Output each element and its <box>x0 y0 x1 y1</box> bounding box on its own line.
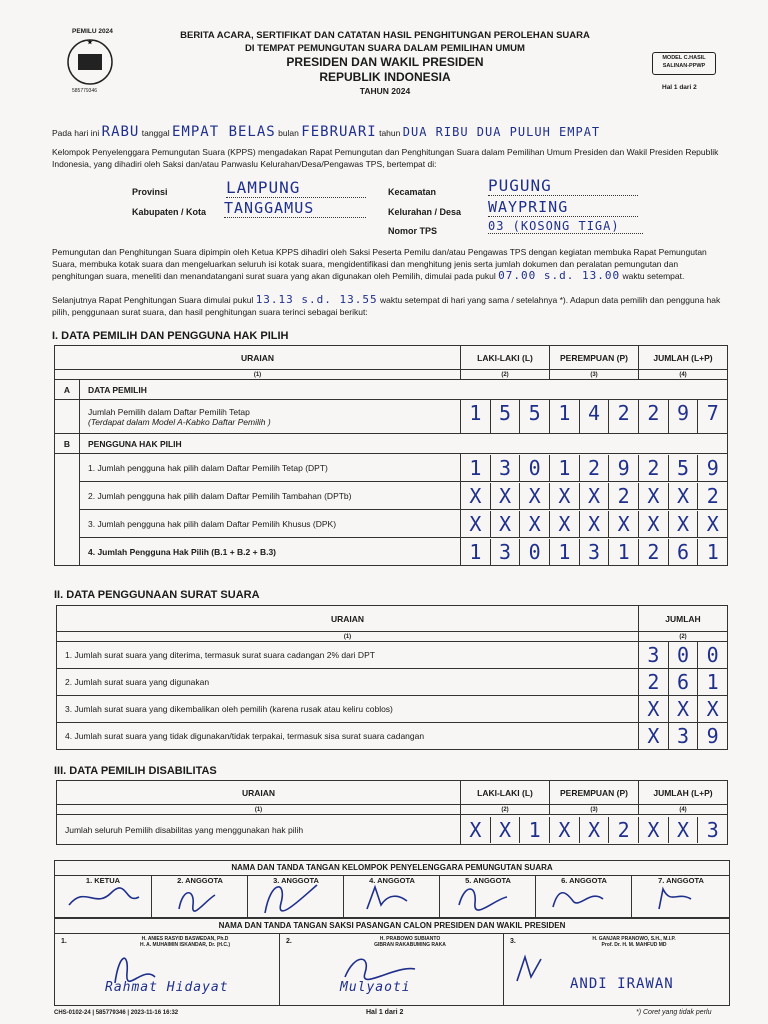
section2-table <box>56 605 728 750</box>
s1-b1-label: 1. Jumlah pengguna hak pilih dalam Daftar Pemilih Tetap (DPT) <box>80 454 461 482</box>
digit-box: X <box>668 483 698 509</box>
kelurahan-value: WAYPRING <box>488 198 638 217</box>
saksi-3-witness: ANDI IRAWAN <box>570 976 674 992</box>
intro-paragraph: Kelompok Penyelenggara Pemungutan Suara (KPPS) mengadakan Rapat Pemungutan dan Penghitungan Suara dalam Pemilihan Umum Presiden dan Wakil Presiden Republik Indonesia, yang dihadiri oleh Saksi dan/atau Panwaslu Kelurahan/Desa/Pengawas TPS, bertempat di: <box>52 147 719 169</box>
digit-box: X <box>579 817 609 843</box>
s1-a1-digits <box>461 400 727 433</box>
digit-box: 9 <box>608 455 638 481</box>
tps-label: Nomor TPS <box>388 226 438 236</box>
kpps-role-5-label: 5. ANGGOTA <box>465 876 511 885</box>
section3-table <box>56 780 728 845</box>
digit-box: 6 <box>668 669 698 695</box>
svg-text:★: ★ <box>87 40 93 46</box>
s2-r4-digits <box>639 723 727 749</box>
s1-col-j: JUMLAH (L+P) <box>639 346 728 370</box>
logo-code: 585779346 <box>72 88 98 94</box>
section1-title: I. DATA PEMILIH DAN PENGGUNA HAK PILIH <box>52 330 289 342</box>
header-line3: PRESIDEN DAN WAKIL PRESIDEN <box>286 55 484 69</box>
saksi-1-witness: Rahmat Hidayat <box>105 980 229 995</box>
digit-box: X <box>469 817 482 842</box>
s1-n3: (3) <box>550 370 639 380</box>
s1-b2-digits <box>461 483 727 509</box>
time1-value: 07.00 s.d. 13.00 <box>498 269 621 282</box>
logo-text: PEMILU 2024 <box>72 28 113 35</box>
bulan-value: FEBRUARI <box>301 124 377 140</box>
digit-box: 9 <box>697 455 727 481</box>
digit-box: 2 <box>608 483 638 509</box>
digit-box: X <box>579 511 609 537</box>
kelurahan-label: Kelurahan / Desa <box>388 207 462 217</box>
s1-col-uraian: URAIAN <box>55 346 461 370</box>
digit-box: X <box>697 511 727 537</box>
tanggal-value: EMPAT BELAS <box>172 124 276 140</box>
s3-col-p: PEREMPUAN (P) <box>550 781 639 805</box>
digit-box: 0 <box>519 539 549 565</box>
header-line4: REPUBLIK INDONESIA <box>319 70 451 84</box>
digit-box: X <box>647 724 660 748</box>
digit-box: 2 <box>579 455 609 481</box>
saksi-1-no: 1. <box>61 938 67 945</box>
model-box <box>652 52 716 75</box>
digit-box: 2 <box>697 483 727 509</box>
body-paragraph <box>52 246 724 282</box>
body-para2: Pemungutan dan Penghitungan Suara dipimpin oleh Ketua KPPS dihadiri oleh Saksi Peserta Pemilu dan/atau Pengawas TPS dengan kegiatan membuka Rapat Pemungutan Suara, membuka kotak suara dan mengeluarkan seluruh isi kotak suara, mengidentifikasi dan menghitung jenis serta jumlah dokumen dan peralatan pemungutan dan penghitungan suara, meneliti dan menandatangani surat suara yang akan digunakan oleh Pemilih, dimulai pada pukul <box>52 247 707 281</box>
s1-b4-digits <box>461 539 727 565</box>
section2-title: II. DATA PENGGUNAAN SURAT SUARA <box>54 589 260 601</box>
kpps-role-4-label: 4. ANGGOTA <box>369 876 415 885</box>
digit-box: 1 <box>469 539 482 564</box>
digit-box: X <box>519 511 549 537</box>
digit-box: X <box>638 511 668 537</box>
s2-r3-digits <box>639 696 727 722</box>
digit-box: 0 <box>668 642 698 668</box>
s1-b3-digits <box>461 511 727 537</box>
header-line1: BERITA ACARA, SERTIFIKAT DAN CATATAN HASIL PENGHITUNGAN PEROLEHAN SUARA <box>180 30 590 41</box>
digit-box: 1 <box>519 817 549 843</box>
digit-box: X <box>638 817 668 843</box>
s2-r2-label: 2. Jumlah surat suara yang digunakan <box>57 669 639 696</box>
body-paragraph-2 <box>52 294 724 318</box>
digit-box: 7 <box>697 400 727 433</box>
kpps-role-1-label: 1. KETUA <box>85 876 121 885</box>
time1-suffix: waktu setempat. <box>622 271 685 281</box>
digit-box: 2 <box>638 539 668 565</box>
digit-box: 2 <box>647 670 660 694</box>
body-para3b: waktu setempat di hari yang sama / setelahnya *). Adapun data pemilih dan pengguna hak pilih, penggunaan surat suara, dan hasil penghitungan suara terinci sebagai berikut: <box>52 295 721 317</box>
digit-box: X <box>490 511 520 537</box>
digit-box: 5 <box>668 455 698 481</box>
s1-a1-row <box>55 400 728 434</box>
digit-box: 3 <box>490 539 520 565</box>
s1-b2-label: 2. Jumlah pengguna hak pilih dalam Daftar Pemilih Tambahan (DPTb) <box>80 482 461 510</box>
s1-a1-label: Jumlah Pemilih dalam Daftar Pemilih Tetap <box>88 406 250 417</box>
s2-r1-label: 1. Jumlah surat suara yang diterima, termasuk surat suara cadangan 2% dari DPT <box>57 642 639 669</box>
s3-n2: (2) <box>461 805 550 815</box>
digit-box: 9 <box>668 400 698 433</box>
s2-r1-digits <box>639 642 727 668</box>
digit-box: X <box>469 483 482 508</box>
tanggal-label: tanggal <box>141 128 170 138</box>
header-line5: TAHUN 2024 <box>359 86 411 96</box>
saksi-2-no: 2. <box>286 938 292 945</box>
section3-title: III. DATA PEMILIH DISABILITAS <box>54 765 217 777</box>
saksi-3-no: 3. <box>510 938 516 945</box>
s3-n4: (4) <box>639 805 728 815</box>
s3-r1-digits <box>461 817 727 843</box>
s1-n4: (4) <box>639 370 728 380</box>
digit-box: 1 <box>608 539 638 565</box>
s3-r1-label: Jumlah seluruh Pemilih disabilitas yang menggunakan hak pilih <box>57 815 461 845</box>
saksi-title: NAMA DAN TANDA TANGAN SAKSI PASANGAN CALON PRESIDEN DAN WAKIL PRESIDEN <box>55 919 729 934</box>
s1-a-letter: A <box>55 380 80 400</box>
footer-note: *) Coret yang tidak perlu <box>636 1009 712 1016</box>
digit-box: X <box>469 511 482 536</box>
digit-box: 3 <box>490 455 520 481</box>
digit-box: 2 <box>608 400 638 433</box>
digit-box: 0 <box>519 455 549 481</box>
digit-box: X <box>638 483 668 509</box>
s2-r4-label: 4. Jumlah surat suara yang tidak digunakan/tidak terpakai, termasuk sisa surat suara cadangan <box>57 723 639 750</box>
digit-box: 1 <box>549 400 579 433</box>
kpu-logo <box>52 28 132 98</box>
saksi-2-witness: Mulyaoti <box>340 980 411 995</box>
digit-box: X <box>519 483 549 509</box>
hari-label: Pada hari ini <box>52 128 100 138</box>
digit-box: X <box>668 511 698 537</box>
kecamatan-label: Kecamatan <box>388 187 437 197</box>
digit-box: 5 <box>519 400 549 433</box>
s3-n3: (3) <box>550 805 639 815</box>
kpps-role-3-label: 3. ANGGOTA <box>273 876 319 885</box>
s1-b1-digits <box>461 455 727 481</box>
s3-n1: (1) <box>57 805 461 815</box>
digit-box: 1 <box>697 539 727 565</box>
digit-box: 1 <box>697 669 727 695</box>
bulan-label: bulan <box>278 128 299 138</box>
kpps-role-2-label: 2. ANGGOTA <box>177 876 223 885</box>
digit-box: 1 <box>469 455 482 480</box>
digit-box: 3 <box>697 817 727 843</box>
s2-n1: (1) <box>57 632 639 642</box>
s2-col-uraian: URAIAN <box>57 606 639 632</box>
time2-value: 13.13 s.d. 13.55 <box>255 293 378 306</box>
digit-box: 3 <box>579 539 609 565</box>
digit-box: X <box>549 511 579 537</box>
saksi-3-name: H. GANJAR PRANOWO, S.H., M.I.P. Prof. Dr. H. M. MAHFUD MD <box>592 936 676 948</box>
digit-box: X <box>490 483 520 509</box>
s3-col-j: JUMLAH (L+P) <box>639 781 728 805</box>
saksi-signature-box <box>54 918 730 1006</box>
saksi-1-name: H. ANIES RASYID BASWEDAN, Ph.D H. A. MUHAIMIN ISKANDAR, Dr. (H.C.) <box>139 936 231 948</box>
kpps-signatures-icon <box>55 875 729 917</box>
digit-box: 1 <box>469 401 482 425</box>
kpps-role-7-label: 7. ANGGOTA <box>658 876 704 885</box>
intro-line <box>52 124 732 140</box>
body-para3a: Selanjutnya Rapat Penghitungan Suara dimulai pukul <box>52 295 254 305</box>
footer-code: CHS-0102-24 | 585779346 | 2023-11-16 16:32 <box>54 1010 179 1016</box>
s1-n1: (1) <box>55 370 461 380</box>
digit-box: 9 <box>697 723 727 749</box>
kpps-role-6-label: 6. ANGGOTA <box>561 876 607 885</box>
tps-value: 03 (KOSONG TIGA) <box>488 219 643 234</box>
s2-n2: (2) <box>639 632 728 642</box>
digit-box: 5 <box>490 400 520 433</box>
header-page: Hal 1 dari 2 <box>662 84 697 91</box>
kpps-title: NAMA DAN TANDA TANGAN KELOMPOK PENYELENGGARA PEMUNGUTAN SUARA <box>55 861 729 876</box>
tahun-label: tahun <box>379 128 401 138</box>
s1-col-p: PEREMPUAN (P) <box>550 346 639 370</box>
s1-a1-note: (Terdapat dalam Model A-Kabko Daftar Pemilih ) <box>88 416 271 427</box>
digit-box: 1 <box>549 539 579 565</box>
s1-b3-label: 3. Jumlah pengguna hak pilih dalam Daftar Pemilih Khusus (DPK) <box>80 510 461 538</box>
s1-b-title: PENGGUNA HAK PILIH <box>80 434 728 454</box>
s1-col-l: LAKI-LAKI (L) <box>461 346 550 370</box>
header-line2: DI TEMPAT PEMUNGUTAN SUARA DALAM PEMILIHAN UMUM <box>245 43 525 54</box>
tahun-value: DUA RIBU DUA PULUH EMPAT <box>402 125 601 139</box>
digit-box: X <box>668 817 698 843</box>
digit-box: 3 <box>647 643 660 667</box>
digit-box: 4 <box>579 400 609 433</box>
s1-n2: (2) <box>461 370 550 380</box>
digit-box: X <box>697 696 727 722</box>
digit-box: X <box>647 697 660 721</box>
hari-value: RABU <box>101 124 140 140</box>
s1-b4-label: 4. Jumlah Pengguna Hak Pilih (B.1 + B.2 + B.3) <box>80 538 461 566</box>
digit-box: X <box>668 696 698 722</box>
digit-box: 2 <box>638 400 668 433</box>
digit-box: X <box>608 511 638 537</box>
digit-box: 2 <box>638 455 668 481</box>
digit-box: 1 <box>549 455 579 481</box>
kabupaten-value: TANGGAMUS <box>224 199 366 218</box>
s2-r3-label: 3. Jumlah surat suara yang dikembalikan oleh pemilih (karena rusak atau keliru coblos) <box>57 696 639 723</box>
s2-r2-digits <box>639 669 727 695</box>
s2-col-j: JUMLAH <box>639 606 728 632</box>
s1-a-title: DATA PEMILIH <box>80 380 728 400</box>
s3-col-l: LAKI-LAKI (L) <box>461 781 550 805</box>
footer-page: Hal 1 dari 2 <box>366 1009 404 1016</box>
provinsi-label: Provinsi <box>132 187 168 197</box>
digit-box: 0 <box>697 642 727 668</box>
kecamatan-value: PUGUNG <box>488 176 638 196</box>
digit-box: X <box>549 483 579 509</box>
digit-box: 3 <box>668 723 698 749</box>
provinsi-value: LAMPUNG <box>226 178 366 198</box>
kabupaten-label: Kabupaten / Kota <box>132 207 207 217</box>
digit-box: X <box>579 483 609 509</box>
saksi-2-name: H. PRABOWO SUBIANTO GIBRAN RAKABUMING RAKA <box>374 936 446 948</box>
digit-box: 2 <box>608 817 638 843</box>
kpps-signature-box <box>54 860 730 918</box>
digit-box: X <box>490 817 520 843</box>
s3-col-uraian: URAIAN <box>57 781 461 805</box>
model-label: MODEL C.HASIL SALINAN-PPWP <box>662 55 706 69</box>
digit-box: 6 <box>668 539 698 565</box>
section1-table <box>54 345 728 566</box>
s1-b-letter: B <box>55 434 80 454</box>
digit-box: X <box>549 817 579 843</box>
saksi-signatures-icon <box>55 947 729 987</box>
